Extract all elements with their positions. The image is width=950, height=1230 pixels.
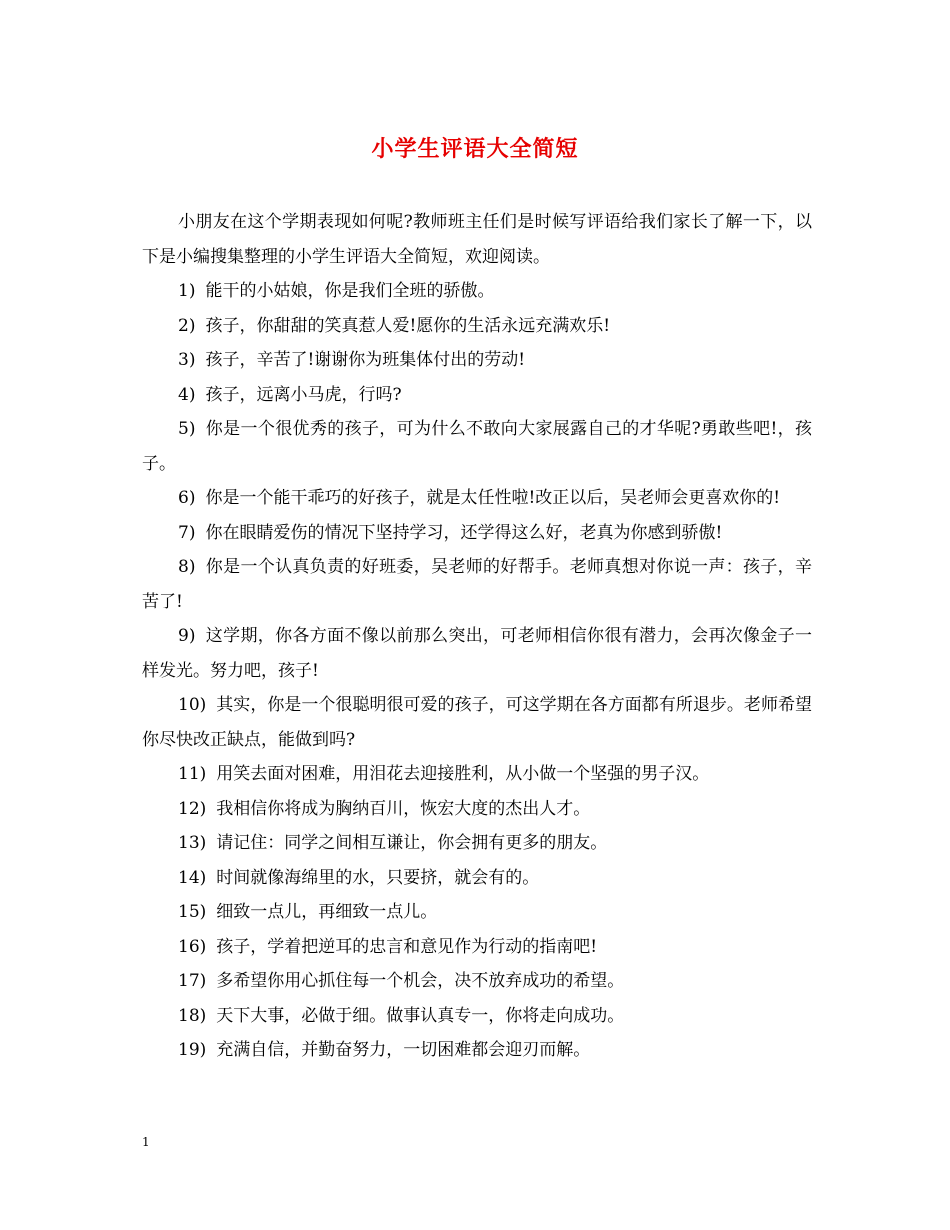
comment-number: 8) <box>178 557 196 577</box>
comment-list <box>142 274 812 1068</box>
comment-text: 你是一个很优秀的孩子，可为什么不敢向大家展露自己的才华呢?勇敢些吧!，孩子。 <box>142 419 812 474</box>
comment-item <box>142 378 812 413</box>
comment-text: 其实，你是一个很聪明很可爱的孩子，可这学期在各方面都有所退步。老师希望你尽快改正缺点，能做到吗? <box>142 695 812 750</box>
comment-number: 16) <box>178 936 207 957</box>
comment-item <box>142 516 812 551</box>
comment-item <box>142 861 812 896</box>
comment-number: 7) <box>178 522 196 543</box>
comment-number: 18) <box>178 1005 207 1026</box>
comment-text: 用笑去面对困难，用泪花去迎接胜利，从小做一个坚强的男子汉。 <box>216 764 710 784</box>
intro-paragraph: 小朋友在这个学期表现如何呢?教师班主任们是时候写评语给我们家长了解一下，以下是小编搜集整理的小学生评语大全简短，欢迎阅读。 <box>142 212 812 267</box>
comment-number: 14) <box>178 867 207 888</box>
comment-item <box>142 343 812 378</box>
comment-number: 2) <box>178 315 196 336</box>
comment-number: 5) <box>178 419 196 439</box>
comment-text: 细致一点儿，再细致一点儿。 <box>216 902 438 922</box>
comment-text: 充满自信，并勤奋努力，一切困难都会迎刃而解。 <box>216 1040 591 1060</box>
comment-number: 6) <box>178 488 196 508</box>
document-body <box>142 205 812 1068</box>
comment-text: 孩子，你甜甜的笑真惹人爱!愿你的生活永远充满欢乐! <box>205 315 611 336</box>
comment-item <box>142 999 812 1034</box>
comment-number: 10) <box>178 695 207 715</box>
comment-text: 天下大事，必做于细。做事认真专一，你将走向成功。 <box>216 1005 625 1026</box>
comment-number: 13) <box>178 833 207 853</box>
comment-text: 孩子，学着把逆耳的忠言和意见作为行动的指南吧! <box>216 936 598 957</box>
comment-text: 你是一个能干乖巧的好孩子，就是太任性啦!改正以后，吴老师会更喜欢你的! <box>205 488 781 508</box>
comment-text: 我相信你将成为胸纳百川，恢宏大度的杰出人才。 <box>216 798 591 819</box>
comment-text: 你是一个认真负责的好班委，吴老师的好帮手。老师真想对你说一声：孩子，辛苦了! <box>142 557 812 612</box>
comment-text: 孩子，远离小马虎，行吗? <box>205 384 402 405</box>
comment-number: 15) <box>178 902 207 922</box>
comment-text: 能干的小姑娘，你是我们全班的骄傲。 <box>205 281 495 301</box>
comment-text: 请记住：同学之间相互谦让，你会拥有更多的朋友。 <box>216 833 608 853</box>
comment-number: 17) <box>178 971 207 991</box>
comment-number: 19) <box>178 1040 207 1060</box>
comment-item <box>142 895 812 930</box>
comment-text: 多希望你用心抓住每一个机会，决不放弃成功的希望。 <box>216 971 625 991</box>
comment-item <box>142 481 812 516</box>
comment-text: 你在眼睛爱伤的情况下坚持学习，还学得这么好，老真为你感到骄傲! <box>205 522 723 543</box>
comment-number: 12) <box>178 798 207 819</box>
comment-item <box>142 930 812 965</box>
comment-item <box>142 1033 812 1068</box>
comment-item <box>142 757 812 792</box>
comment-item <box>142 309 812 344</box>
comment-text: 孩子，辛苦了!谢谢你为班集体付出的劳动! <box>205 350 526 370</box>
comment-number: 1) <box>178 281 196 301</box>
comment-item <box>142 412 812 481</box>
comment-number: 3) <box>178 350 196 370</box>
comment-item <box>142 619 812 688</box>
comment-text: 这学期，你各方面不像以前那么突出，可老师相信你很有潜力，会再次像金子一样发光。努力吧，孩子! <box>142 626 812 681</box>
comment-item <box>142 792 812 827</box>
comment-item <box>142 826 812 861</box>
comment-number: 4) <box>178 384 196 405</box>
comment-number: 11) <box>178 764 207 784</box>
comment-item <box>142 688 812 757</box>
comment-item <box>142 964 812 999</box>
document-title: 小学生评语大全简短 <box>371 136 579 162</box>
comment-number: 9) <box>178 626 196 646</box>
comment-item <box>142 550 812 619</box>
comment-text: 时间就像海绵里的水，只要挤，就会有的。 <box>216 867 540 888</box>
page-number: 1 <box>142 1135 150 1149</box>
comment-item <box>142 274 812 309</box>
